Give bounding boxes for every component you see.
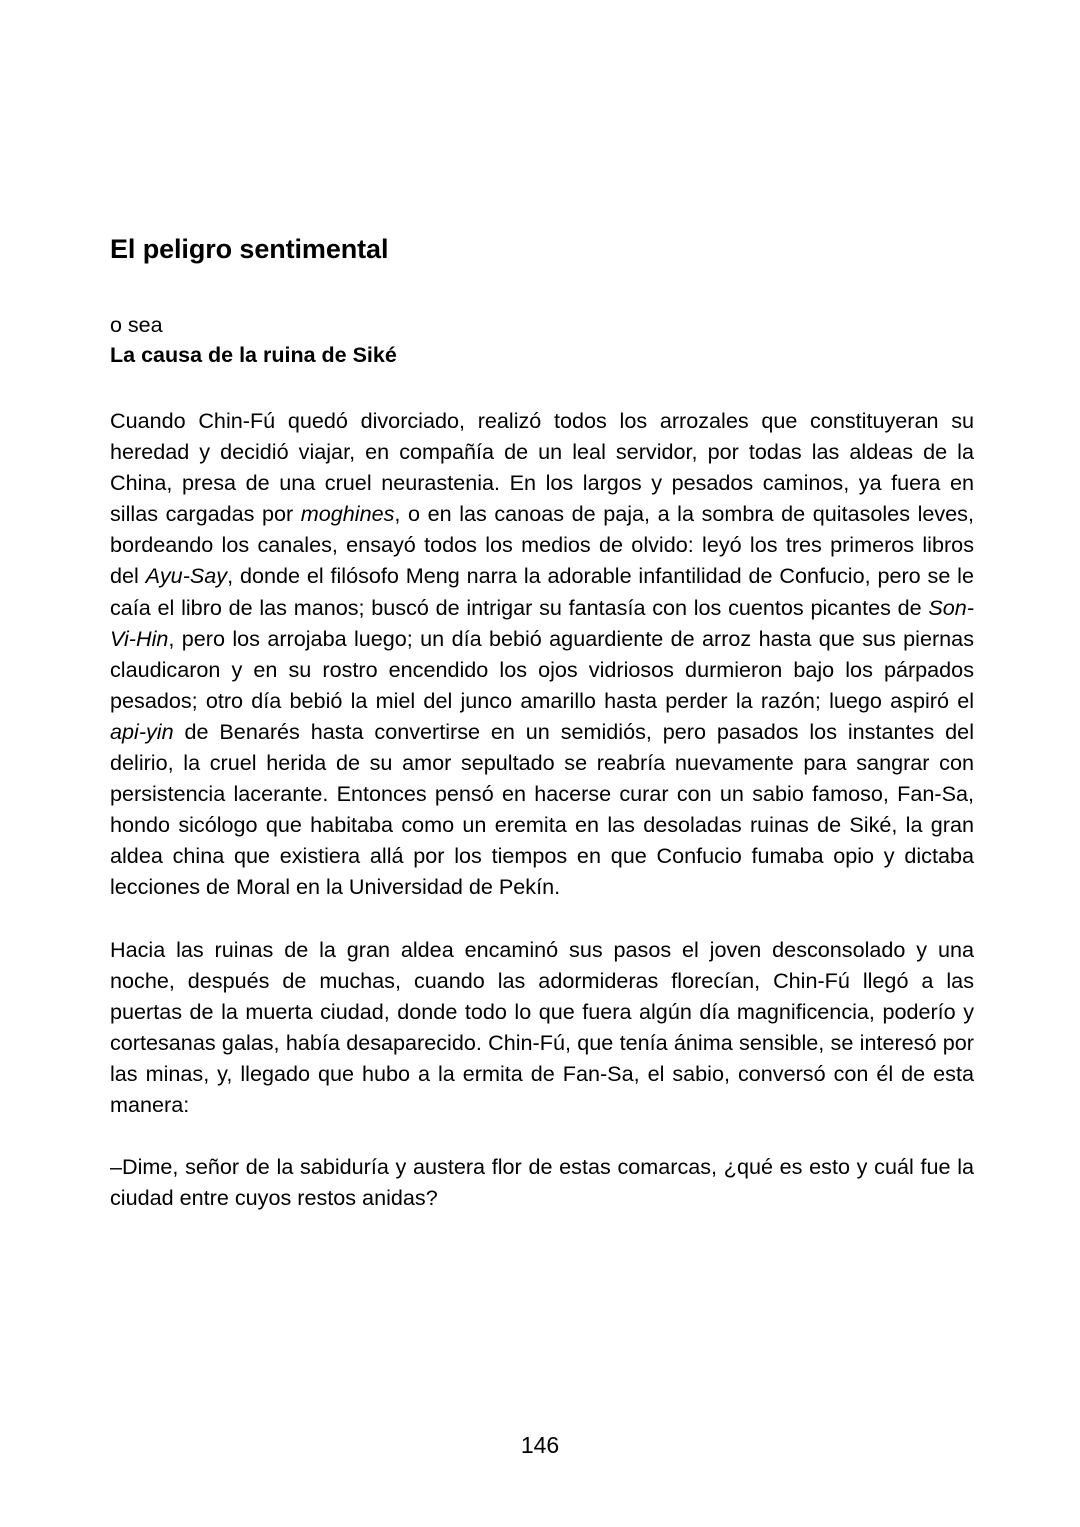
italic-term-moghines: moghines bbox=[300, 501, 395, 527]
paragraph-three-dialogue: –Dime, señor de la sabiduría y austera flor de estas comarcas, ¿qué es esto y cuál fue la ciudad entre cuyos restos anidas? bbox=[110, 1154, 974, 1211]
paragraph-two: Hacia las ruinas de la gran aldea encaminó sus pasos el joven desconsolado y una noche, después de muchas, cuando las adormideras florecían, Chin-Fú llegó a las puertas de la muerta ciudad, donde todo lo que fuera algún día magnificencia, poderío y cortesanas galas, había desaparecido. Chin-Fú, que tenía ánima sensible, se interesó por las minas, y, llegado que hubo a la ermita de Fan-Sa, el sabio, conversó con él de esta manera: bbox=[110, 936, 974, 1117]
paragraph-one bbox=[110, 405, 974, 903]
italic-term-ayu-say: Ayu-Say bbox=[145, 563, 228, 589]
subtitle-lead: o sea bbox=[110, 313, 163, 337]
paragraph-one-segment: , pero los arrojaba luego; un día bebió aguardiente de arroz hasta que sus piernas claudicaron y en su rostro encendido los ojos vidriosos durmieron bajo los párpados pesados; otro día bebió la miel del junco amarillo hasta perder la razón; luego aspiró el bbox=[110, 625, 974, 713]
italic-term-son-vi-hin: Son-Vi-Hin bbox=[110, 594, 974, 651]
subtitle-main: La causa de la ruina de Siké bbox=[110, 343, 397, 367]
page-number: 146 bbox=[520, 1432, 560, 1458]
page-content bbox=[110, 232, 974, 1213]
italic-term-api-yin: api-yin bbox=[110, 718, 174, 744]
paragraph-one-segment: , o en las canoas de paja, a la sombra de quitasoles leves, bordeando los canales, ensayó todos los medios de olvido: leyó los tres primeros libros del bbox=[110, 501, 974, 589]
paragraph-one-segment: Cuando Chin-Fú quedó divorciado, realizó todos los arrozales que constituyeran su heredad y decidió viajar, en compañía de un leal servidor, por todas las aldeas de la China, presa de una cruel neurastenia. En los largos y pesados caminos, ya fuera en sillas cargadas por bbox=[110, 408, 974, 527]
page-title: El peligro sentimental bbox=[110, 234, 389, 264]
paragraph-one-segment: de Benarés hasta convertirse en un semidiós, pero pasados los instantes del delirio, la cruel herida de su amor sepultado se reabría nuevamente para sangrar con persistencia lacerante. Entonces pensó en hacerse curar con un sabio famoso, Fan-Sa, hondo sicólogo que habitaba como un eremita en las desoladas ruinas de Siké, la gran aldea china que existiera allá por los tiempos en que Confucio fumaba opio y dictaba lecciones de Moral en la Universidad de Pekín. bbox=[110, 718, 974, 900]
paragraph-one-segment: , donde el filósofo Meng narra la adorable infantilidad de Confucio, pero se le caía el libro de las manos; buscó de intrigar su fantasía con los cuentos picantes de bbox=[110, 563, 974, 620]
subtitle-block bbox=[110, 310, 974, 371]
